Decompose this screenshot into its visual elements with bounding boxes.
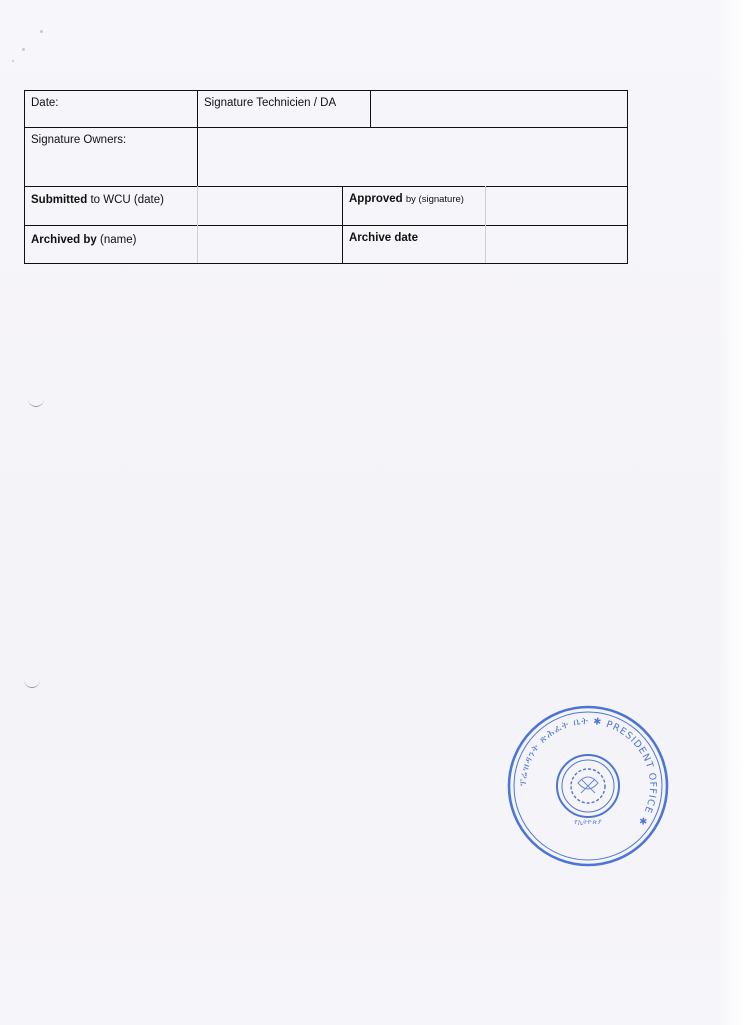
date-label: Date: (31, 97, 59, 109)
punch-hole-mark (28, 398, 44, 407)
scan-speck (40, 30, 43, 33)
archive-date-cell (343, 226, 485, 262)
signature-owners-cell (25, 128, 197, 186)
page-edge (718, 0, 744, 1025)
signature-technician-cell (198, 91, 370, 127)
submitted-label-rest: to WCU (date) (90, 194, 164, 206)
stamp-outer-text: ፕሬዝዳንት ጽሕፈት ቤት ✱ PRESIDENT OFFICE ✱ (517, 715, 659, 828)
submitted-cell (25, 188, 197, 225)
date-cell (25, 91, 197, 127)
stamp-inner-text: የኢትዮጵያ (574, 818, 602, 826)
punch-hole-mark (24, 679, 40, 688)
signature-technician-field[interactable] (371, 91, 627, 127)
signature-owners-field[interactable] (198, 128, 627, 186)
archived-by-field[interactable] (198, 227, 342, 263)
scan-speck (12, 60, 14, 62)
submitted-date-field[interactable] (198, 188, 342, 225)
signature-technician-label: Signature Technicien / DA (204, 97, 337, 109)
archived-label-bold: Archived by (31, 234, 97, 246)
signature-owners-label: Signature Owners: (31, 134, 127, 146)
signature-form-table (24, 90, 628, 264)
archived-label-rest: (name) (100, 234, 137, 246)
archive-date-field[interactable] (486, 227, 627, 263)
row-divider-2 (25, 186, 627, 187)
approved-label-bold: Approved (349, 193, 403, 205)
submitted-label-bold: Submitted (31, 194, 88, 206)
stamp-emblem-icon (578, 777, 598, 793)
approved-signature-field[interactable] (486, 188, 627, 225)
row-divider-3 (25, 225, 627, 226)
archive-date-label: Archive date (349, 232, 419, 244)
scan-speck (22, 48, 25, 51)
approved-cell (343, 187, 485, 224)
approved-label-rest: by (signature) (405, 194, 464, 205)
archived-by-cell (25, 228, 197, 263)
official-stamp (505, 703, 671, 869)
